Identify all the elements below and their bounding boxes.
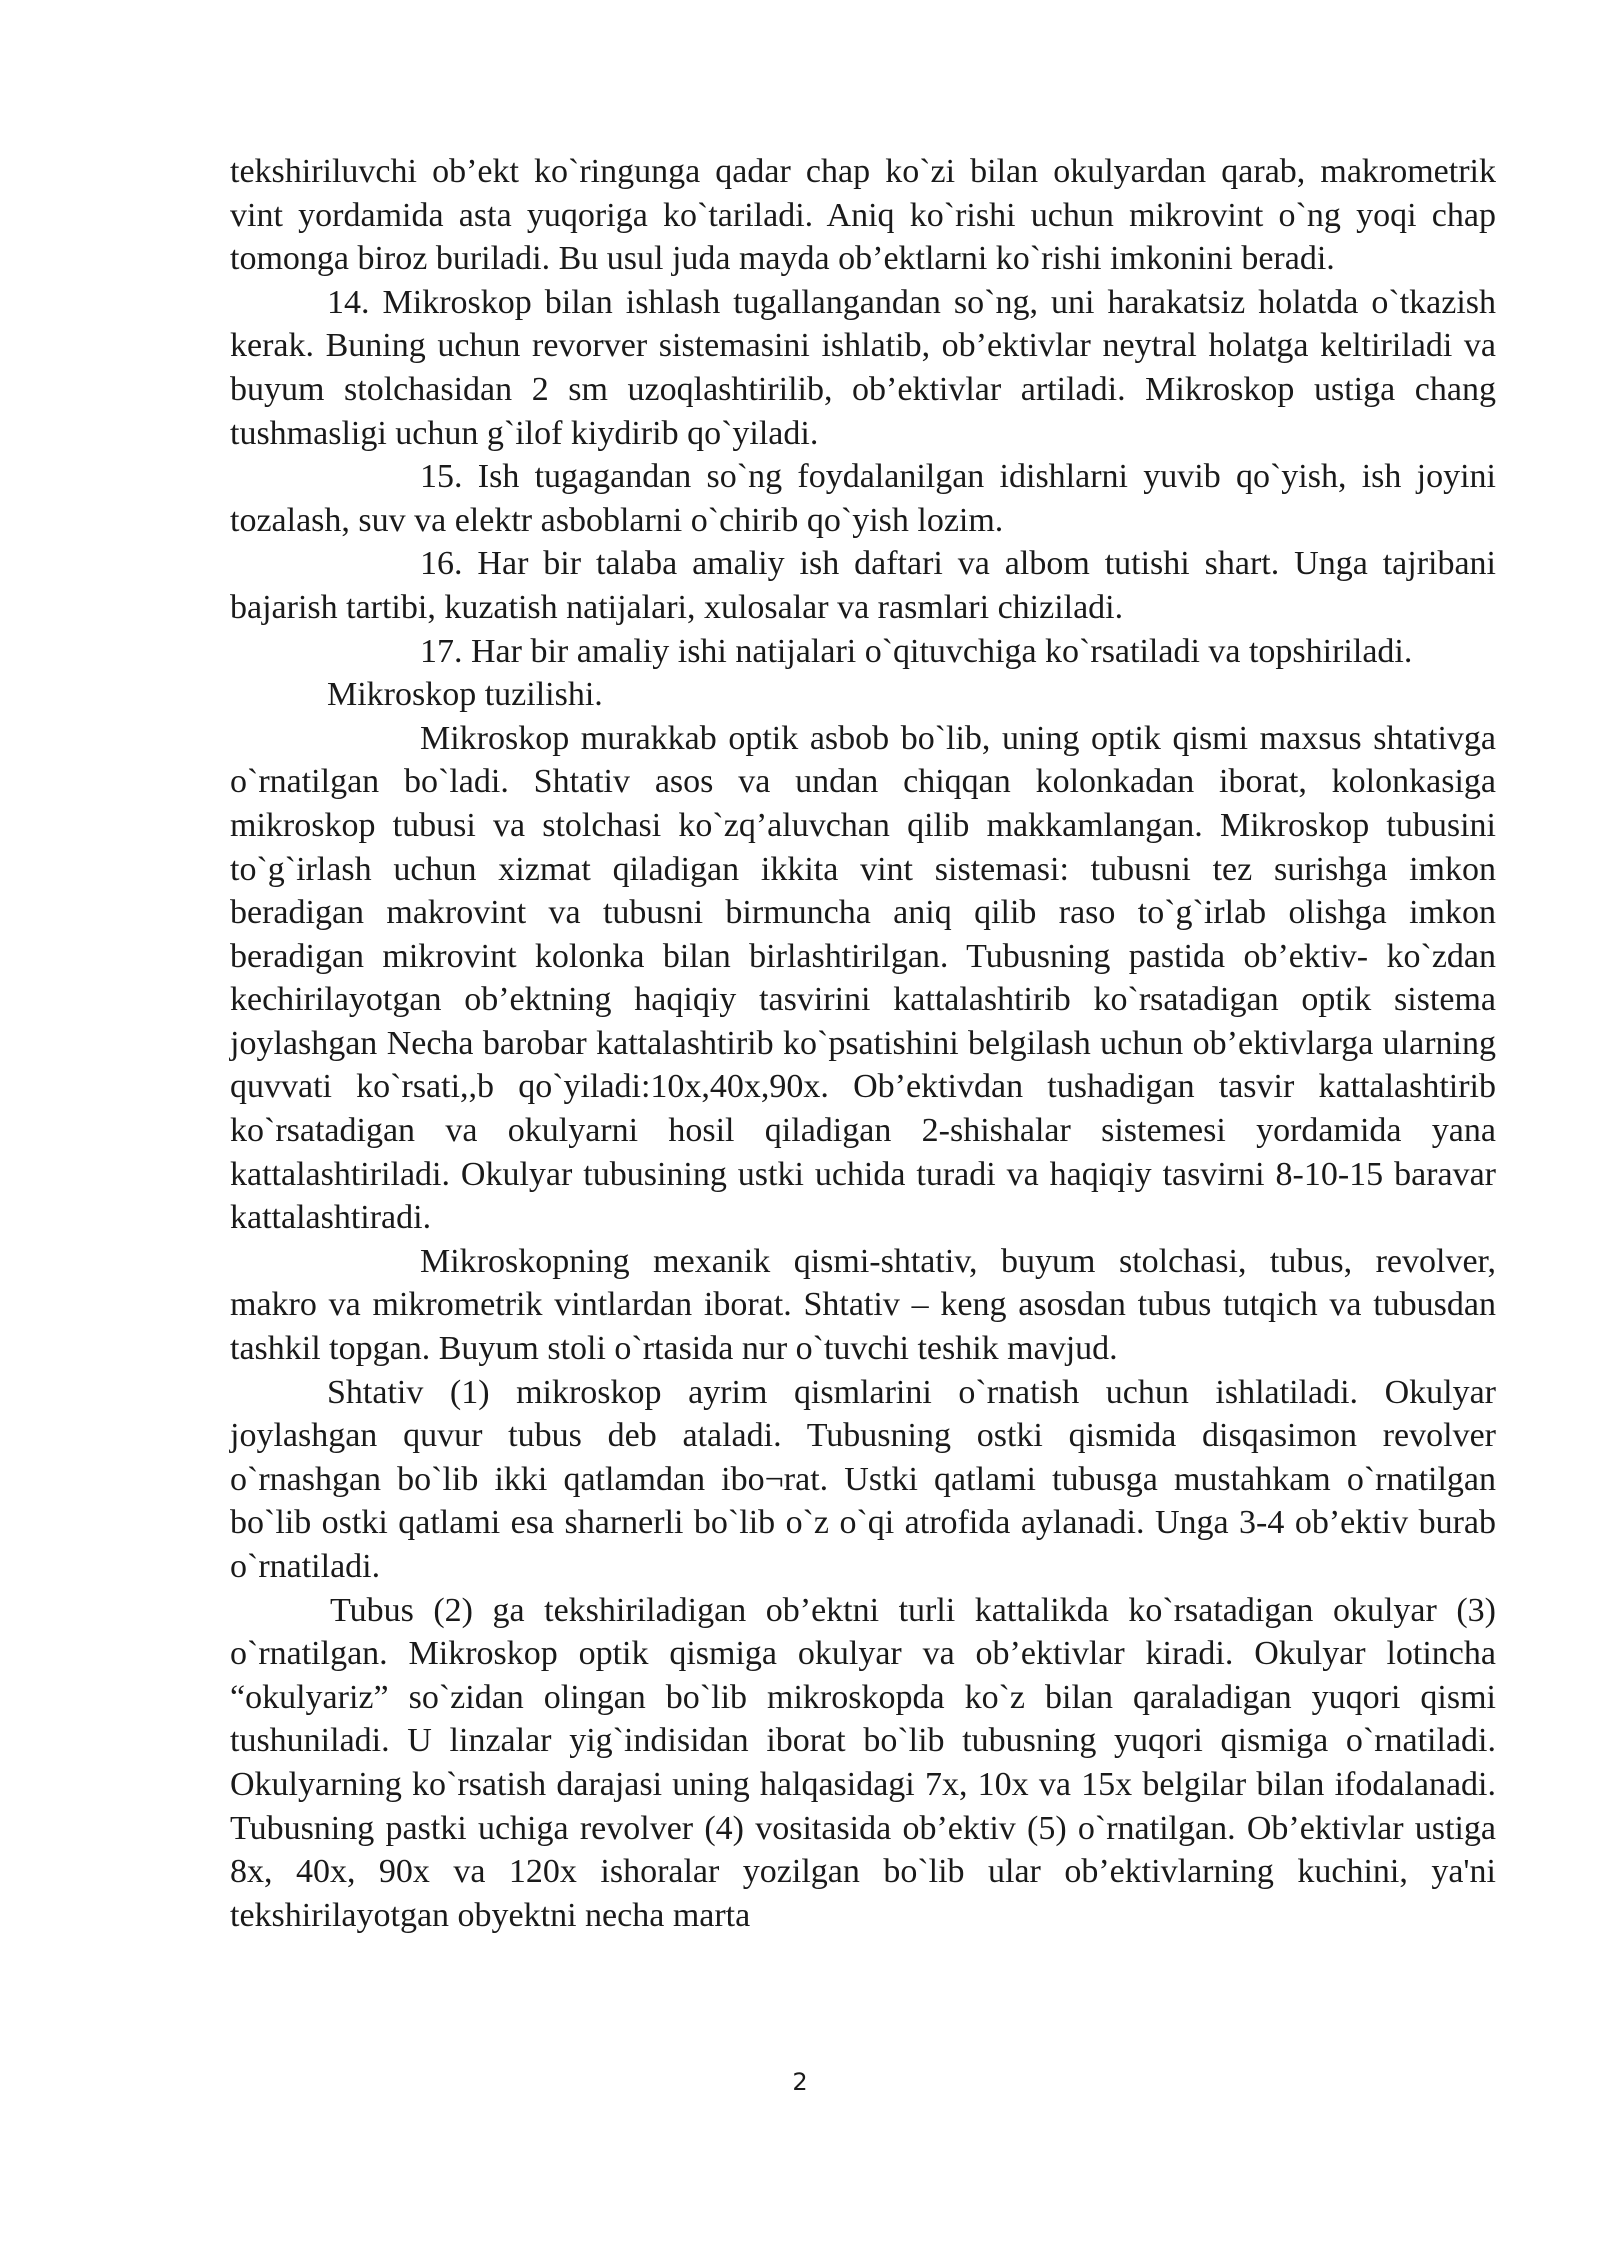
paragraph-stand: Shtativ (1) mikroskop ayrim qismlarini o`rnatish uchun ishlatiladi. Okulyar joylashgan quvur tubus deb ataladi. Tubusning ostki qismida disqasimon revolver o`rnashgan bo`lib ikki qatlamdan ibo¬rat. Ustki qatlami tubusga mustahkam o`rnatilgan bo`lib ostki qatlami esa sharnerli bo`lib o`z o`qi atrofida aylanadi. Unga 3-4 ob’ektiv burab o`rnatiladi.: [230, 1373, 1496, 1585]
paragraph-item-17: 17. Har bir amaliy ishi natijalari o`qituvchiga ko`rsatiladi va topshiriladi.: [420, 632, 1413, 670]
paragraph-item-14: 14. Mikroskop bilan ishlash tugallangandan so`ng, uni harakatsiz holatda o`tkazish kerak. Buning uchun revorver sistemasini ishlatib, ob’ektivlar neytral holatga keltiriladi va buyum stolchasidan 2 sm uzoqlashtirilib, ob’ektivlar artiladi. Mikroskop ustiga chang tushmasligi uchun g`ilof kiydirib qo`yiladi.: [230, 283, 1496, 452]
document-page: [230, 150, 1496, 1937]
paragraph-microscope-structure: Mikroskop murakkab optik asbob bo`lib, uning optik qismi maxsus shtativga o`rnatilgan bo`ladi. Shtativ asos va undan chiqqan kolonkadan iborat, kolonkasiga mikroskop tubusi va stolchasi ko`zq’aluvchan qilib makkamlangan. Mikroskop tubusini to`g`irlash uchun xizmat qiladigan ikkita vint sistemasi: tubusni tez surishga imkon beradigan makrovint va tubusni birmuncha aniq qilib raso to`g`irlab olishga imkon beradigan mikrovint kolonka bilan birlashtirilgan. Tubusning pastida ob’ektiv- ko`zdan kechirilayotgan ob’ektning haqiqiy tasvirini kattalashtirib ko`rsatadigan optik sistema joylashgan Necha barobar kattalashtirib ko`psatishini belgilash uchun ob’ektivlarga ularning quvvati ko`rsati,,b qo`yiladi:10x,40x,90x. Ob’ektivdan tushadigan tasvir kattalashtirib ko`rsatadigan va okulyarni hosil qiladigan 2-shishalar sistemesi yordamida yana kattalashtiriladi. Okulyar tubusining ustki uchida turadi va haqiqiy tasvirni 8-10-15 baravar kattalashtiradi.: [230, 719, 1496, 1237]
paragraph-item-16: 16. Har bir talaba amaliy ish daftari va albom tutishi shart. Unga tajribani bajarish tartibi, kuzatish natijalari, xulosalar va rasmlari chiziladi.: [230, 545, 1496, 626]
paragraph-mechanical-part: Mikroskopning mexanik qismi-shtativ, buyum stolchasi, tubus, revolver, makro va mikrometrik vintlardan iborat. Shtativ – keng asosdan tubus tutqich va tubusdan tashkil topgan. Buyum stoli o`rtasida nur o`tuvchi teshik mavjud.: [230, 1242, 1496, 1368]
section-heading: Mikroskop tuzilishi.: [327, 676, 603, 714]
page-number: 2: [792, 2068, 808, 2096]
paragraph-tube: Tubus (2) ga tekshiriladigan ob’ektni turli kattalikda ko`rsatadigan okulyar (3) o`rnatilgan. Mikroskop optik qismiga okulyar va ob’ektivlar kiradi. Okulyar lotincha “okulyariz” so`zidan olingan bo`lib mikroskopda ko`z bilan qaraladigan yuqori qismi tushuniladi. U linzalar yig`indisidan iborat bo`lib tubusning yuqori qismiga o`rnatiladi. Okulyarning ko`rsatish darajasi uning halqasidagi 7x, 10x va 15x belgilar bilan ifodalanadi. Tubusning pastki uchiga revolver (4) vositasida ob’ektiv (5) o`rnatilgan. Ob’ektivlar ustiga 8x, 40x, 90x va 120x ishoralar yozilgan bo`lib ular ob’ektivlarning kuchini, ya'ni tekshirilayotgan obyektni necha marta: [230, 1591, 1496, 1934]
paragraph-continuation: tekshiriluvchi ob’ekt ko`ringunga qadar chap ko`zi bilan okulyardan qarab, makrometrik vint yordamida asta yuqoriga ko`tariladi. Aniq ko`rishi uchun mikrovint o`ng yoqi chap tomonga biroz buriladi. Bu usul juda mayda ob’ektlarni ko`rishi imkonini beradi.: [230, 153, 1496, 278]
paragraph-item-15: 15. Ish tugagandan so`ng foydalanilgan idishlarni yuvib qo`yish, ish joyini tozalash, suv va elektr asboblarni o`chirib qo`yish lozim.: [230, 458, 1496, 539]
